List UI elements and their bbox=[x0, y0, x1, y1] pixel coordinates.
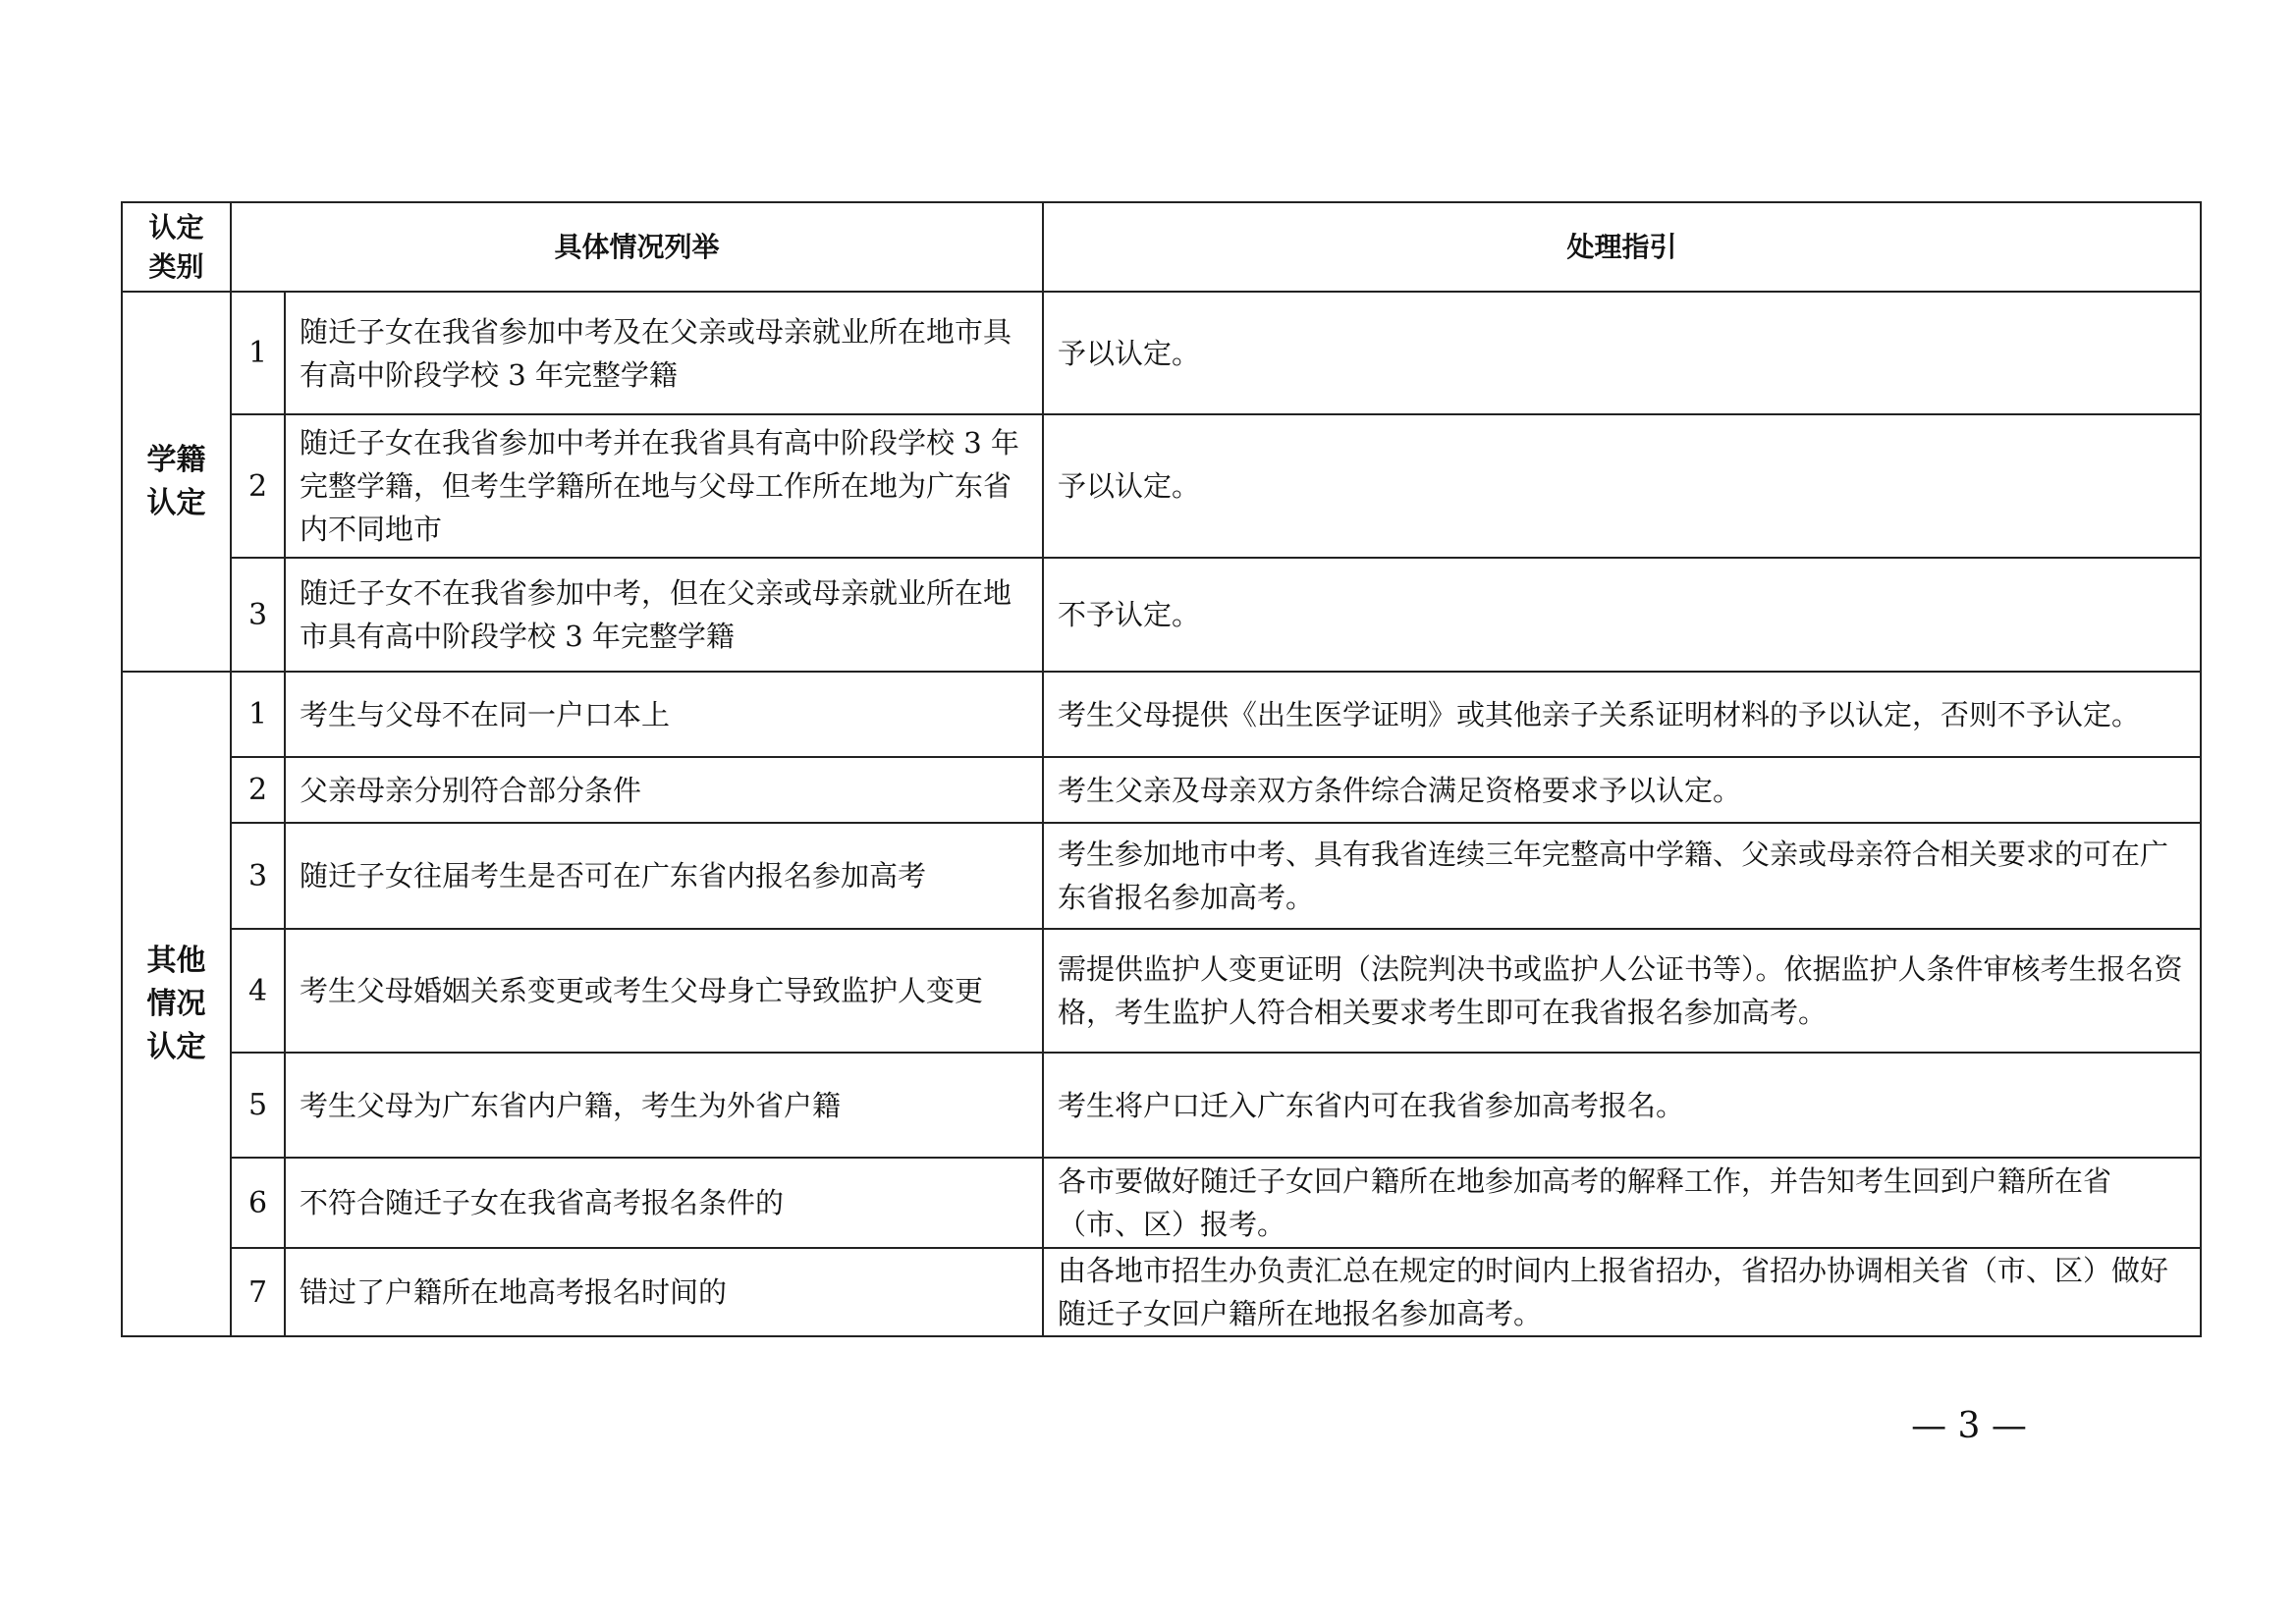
table-row bbox=[122, 757, 2201, 823]
guidance-cell: 予以认定。 bbox=[1043, 414, 2201, 558]
situation-cell: 父亲母亲分别符合部分条件 bbox=[285, 757, 1043, 823]
row-number: 1 bbox=[231, 292, 285, 414]
row-number: 3 bbox=[231, 823, 285, 929]
header-category: 认定类别 bbox=[122, 202, 231, 292]
row-number: 5 bbox=[231, 1053, 285, 1158]
row-number: 6 bbox=[231, 1158, 285, 1248]
situation-cell: 考生父母为广东省内户籍，考生为外省户籍 bbox=[285, 1053, 1043, 1158]
guidance-cell: 由各地市招生办负责汇总在规定的时间内上报省招办，省招办协调相关省（市、区）做好随迁子女回户籍所在地报名参加高考。 bbox=[1043, 1248, 2201, 1336]
table-row bbox=[122, 292, 2201, 414]
table-row bbox=[122, 1053, 2201, 1158]
table-row bbox=[122, 1248, 2201, 1336]
table-row bbox=[122, 558, 2201, 672]
guidance-cell: 予以认定。 bbox=[1043, 292, 2201, 414]
header-row bbox=[122, 202, 2201, 292]
header-situation: 具体情况列举 bbox=[231, 202, 1043, 292]
row-number: 2 bbox=[231, 414, 285, 558]
header-guidance: 处理指引 bbox=[1043, 202, 2201, 292]
situation-cell: 不符合随迁子女在我省高考报名条件的 bbox=[285, 1158, 1043, 1248]
table-row bbox=[122, 672, 2201, 757]
guidance-cell: 各市要做好随迁子女回户籍所在地参加高考的解释工作，并告知考生回到户籍所在省（市、区）报考。 bbox=[1043, 1158, 2201, 1248]
recognition-table bbox=[121, 201, 2202, 1337]
table-row bbox=[122, 823, 2201, 929]
guidance-cell: 考生将户口迁入广东省内可在我省参加高考报名。 bbox=[1043, 1053, 2201, 1158]
situation-cell: 错过了户籍所在地高考报名时间的 bbox=[285, 1248, 1043, 1336]
guidance-cell: 不予认定。 bbox=[1043, 558, 2201, 672]
situation-cell: 随迁子女在我省参加中考并在我省具有高中阶段学校 3 年完整学籍，但考生学籍所在地与父母工作所在地为广东省内不同地市 bbox=[285, 414, 1043, 558]
guidance-cell: 考生父亲及母亲双方条件综合满足资格要求予以认定。 bbox=[1043, 757, 2201, 823]
row-number: 7 bbox=[231, 1248, 285, 1336]
situation-cell: 随迁子女往届考生是否可在广东省内报名参加高考 bbox=[285, 823, 1043, 929]
page-number: — 3 — bbox=[1911, 1406, 2027, 1446]
table-row bbox=[122, 929, 2201, 1053]
row-number: 4 bbox=[231, 929, 285, 1053]
category-cell: 其他情况认定 bbox=[122, 672, 231, 1336]
row-number: 2 bbox=[231, 757, 285, 823]
guidance-cell: 需提供监护人变更证明（法院判决书或监护人公证书等）。依据监护人条件审核考生报名资格，考生监护人符合相关要求考生即可在我省报名参加高考。 bbox=[1043, 929, 2201, 1053]
guidance-cell: 考生参加地市中考、具有我省连续三年完整高中学籍、父亲或母亲符合相关要求的可在广东省报名参加高考。 bbox=[1043, 823, 2201, 929]
row-number: 3 bbox=[231, 558, 285, 672]
table-row bbox=[122, 1158, 2201, 1248]
table-row bbox=[122, 414, 2201, 558]
guidance-cell: 考生父母提供《出生医学证明》或其他亲子关系证明材料的予以认定，否则不予认定。 bbox=[1043, 672, 2201, 757]
situation-cell: 随迁子女不在我省参加中考，但在父亲或母亲就业所在地市具有高中阶段学校 3 年完整学籍 bbox=[285, 558, 1043, 672]
situation-cell: 随迁子女在我省参加中考及在父亲或母亲就业所在地市具有高中阶段学校 3 年完整学籍 bbox=[285, 292, 1043, 414]
situation-cell: 考生与父母不在同一户口本上 bbox=[285, 672, 1043, 757]
category-cell: 学籍认定 bbox=[122, 292, 231, 672]
situation-cell: 考生父母婚姻关系变更或考生父母身亡导致监护人变更 bbox=[285, 929, 1043, 1053]
row-number: 1 bbox=[231, 672, 285, 757]
